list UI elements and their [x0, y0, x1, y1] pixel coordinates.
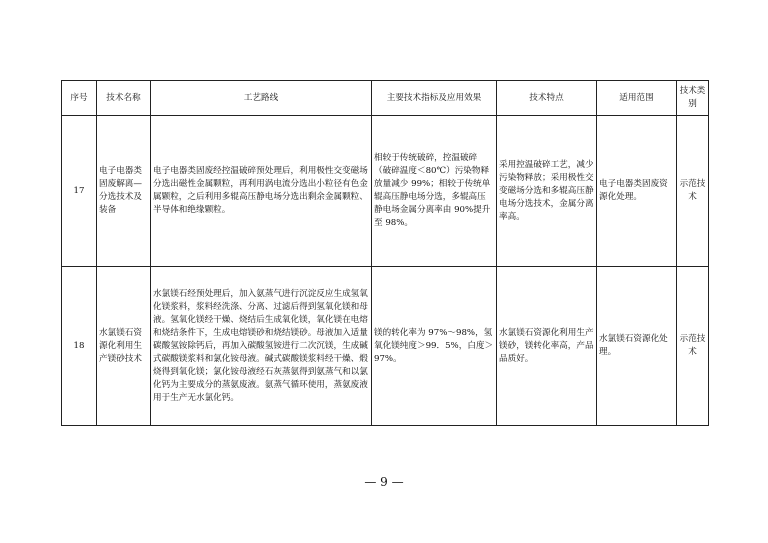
row-category: 示范技术 — [677, 267, 709, 426]
header-serial-number: 序号 — [62, 81, 97, 116]
row-features: 水氯镁石资源化利用生产镁砂，镁转化率高，产品品质好。 — [497, 267, 597, 426]
page-number: — 9 — — [364, 475, 404, 489]
header-process-route: 工艺路线 — [151, 81, 372, 116]
row-process-route: 水氯镁石经预处理后，加入氨蒸气进行沉淀反应生成氢氧化镁浆料，浆料经洗涤、分离、过滤后得到氢氧化镁和母液。氢氧化镁经干燥、烧结后生成氧化镁，氧化镁在电熔和烧结条件下，生成电熔镁砂和烧结镁砂。母液加入适量碳酸氢铵除钙后，再加入碳酸氢铵进行二次沉镁，生成碱式碳酸镁浆料和氯化铵母液。碱式碳酸镁浆料经干燥、煅烧得到氧化镁；氯化铵母液经石灰蒸氨得到氨蒸气和以氯化钙为主要成分的蒸氨废液。氨蒸气循环使用，蒸氨废液用于生产无水氯化钙。 — [151, 267, 372, 426]
row-technology-name: 电子电器类固废解离—分选技术及装备 — [97, 116, 151, 267]
row-indicators: 镁的转化率为 97%～98%，氢氧化镁纯度＞99．5%，白度＞97%。 — [372, 267, 497, 426]
header-technology-category: 技术类别 — [677, 81, 709, 116]
table-row — [62, 267, 709, 426]
technology-table — [61, 80, 709, 426]
row-scope: 水氯镁石资源化处理。 — [597, 267, 677, 426]
row-indicators: 相较于传统破碎，控温破碎（破碎温度＜80℃）污染物释放量减少 99%；相较于传统单辊高压静电场分选，多辊高压静电场金属分离率由 90%提升至 98%。 — [372, 116, 497, 267]
header-technology-name: 技术名称 — [97, 81, 151, 116]
table-row — [62, 116, 709, 267]
row-scope: 电子电器类固废资源化处理。 — [597, 116, 677, 267]
table-header-row — [62, 81, 709, 116]
header-scope: 适用范围 — [597, 81, 677, 116]
row-serial-number: 18 — [62, 267, 97, 426]
row-serial-number: 17 — [62, 116, 97, 267]
header-indicators-effects: 主要技术指标及应用效果 — [372, 81, 497, 116]
row-features: 采用控温破碎工艺，减少污染物释放；采用极性交变磁场分选和多辊高压静电场分选技术，金属分离率高。 — [497, 116, 597, 267]
row-process-route: 电子电器类固废经控温破碎预处理后，利用极性交变磁场分选出磁性金属颗粒，再利用涡电流分选出小粒径有色金属颗粒，之后利用多辊高压静电场分选出剩余金属颗粒、半导体和绝缘颗粒。 — [151, 116, 372, 267]
row-category: 示范技术 — [677, 116, 709, 267]
row-technology-name: 水氯镁石资源化利用生产镁砂技术 — [97, 267, 151, 426]
header-technical-features: 技术特点 — [497, 81, 597, 116]
